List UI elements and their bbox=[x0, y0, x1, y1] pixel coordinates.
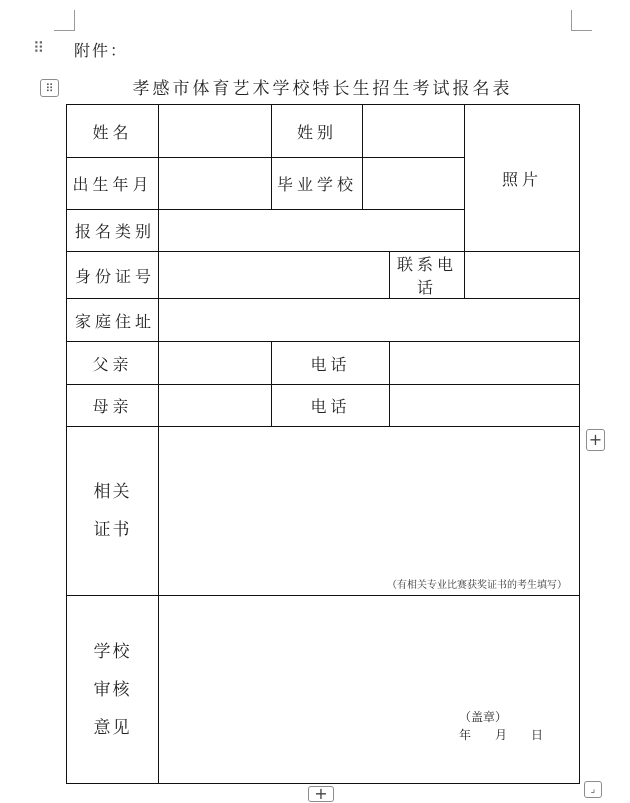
date-text: 年 月 日 bbox=[459, 728, 544, 742]
label-address: 家庭住址 bbox=[67, 299, 159, 342]
label-review-line3: 意见 bbox=[93, 717, 132, 738]
label-certificates-line2: 证书 bbox=[93, 520, 132, 540]
label-school-review bbox=[67, 596, 159, 784]
table-resize-handle-icon[interactable]: ⌟ bbox=[584, 781, 602, 798]
paragraph-drag-handle-icon[interactable]: ⠿ bbox=[33, 39, 44, 57]
label-contact-phone: 联系电话 bbox=[390, 252, 465, 299]
label-name: 姓名 bbox=[67, 105, 159, 158]
input-id-number[interactable] bbox=[159, 252, 390, 299]
label-school: 毕业学校 bbox=[272, 158, 363, 210]
input-name[interactable] bbox=[159, 105, 272, 158]
input-category[interactable] bbox=[159, 210, 465, 252]
input-school[interactable] bbox=[363, 158, 465, 210]
registration-form-table bbox=[66, 104, 580, 784]
input-birth[interactable] bbox=[159, 158, 272, 210]
label-review-line2: 审核 bbox=[93, 679, 132, 700]
label-father-phone: 电话 bbox=[272, 342, 390, 385]
seal-text: （盖章） bbox=[459, 710, 508, 724]
label-category: 报名类别 bbox=[67, 210, 159, 252]
attachment-label: 附件： bbox=[74, 41, 129, 60]
label-father: 父亲 bbox=[67, 342, 159, 385]
input-certificates[interactable] bbox=[159, 427, 580, 596]
input-contact-phone[interactable] bbox=[465, 252, 580, 299]
input-father-phone[interactable] bbox=[390, 342, 580, 385]
input-mother[interactable] bbox=[159, 385, 272, 427]
table-move-handle-icon[interactable]: ⠿ bbox=[40, 79, 59, 97]
input-father[interactable] bbox=[159, 342, 272, 385]
add-row-button[interactable]: + bbox=[308, 786, 334, 802]
input-gender[interactable] bbox=[363, 105, 465, 158]
label-certificates-line1: 相关 bbox=[93, 482, 132, 502]
photo-cell[interactable]: 照片 bbox=[465, 105, 580, 252]
certificates-note: （有相关专业比赛获奖证书的考生填写） bbox=[387, 580, 567, 591]
input-school-review[interactable] bbox=[159, 596, 580, 784]
label-certificates bbox=[67, 427, 159, 596]
input-mother-phone[interactable] bbox=[390, 385, 580, 427]
form-title: 孝感市体育艺术学校特长生招生考试报名表 bbox=[132, 79, 513, 99]
label-gender: 姓别 bbox=[272, 105, 363, 158]
page-corner-mark-top-right bbox=[571, 10, 592, 31]
label-mother-phone: 电话 bbox=[272, 385, 390, 427]
label-id-number: 身份证号 bbox=[67, 252, 159, 299]
label-review-line1: 学校 bbox=[93, 641, 132, 662]
label-mother: 母亲 bbox=[67, 385, 159, 427]
page-corner-mark-top-left bbox=[54, 10, 75, 31]
label-birth: 出生年月 bbox=[67, 158, 159, 210]
add-column-button[interactable]: + bbox=[586, 429, 605, 451]
input-address[interactable] bbox=[159, 299, 580, 342]
